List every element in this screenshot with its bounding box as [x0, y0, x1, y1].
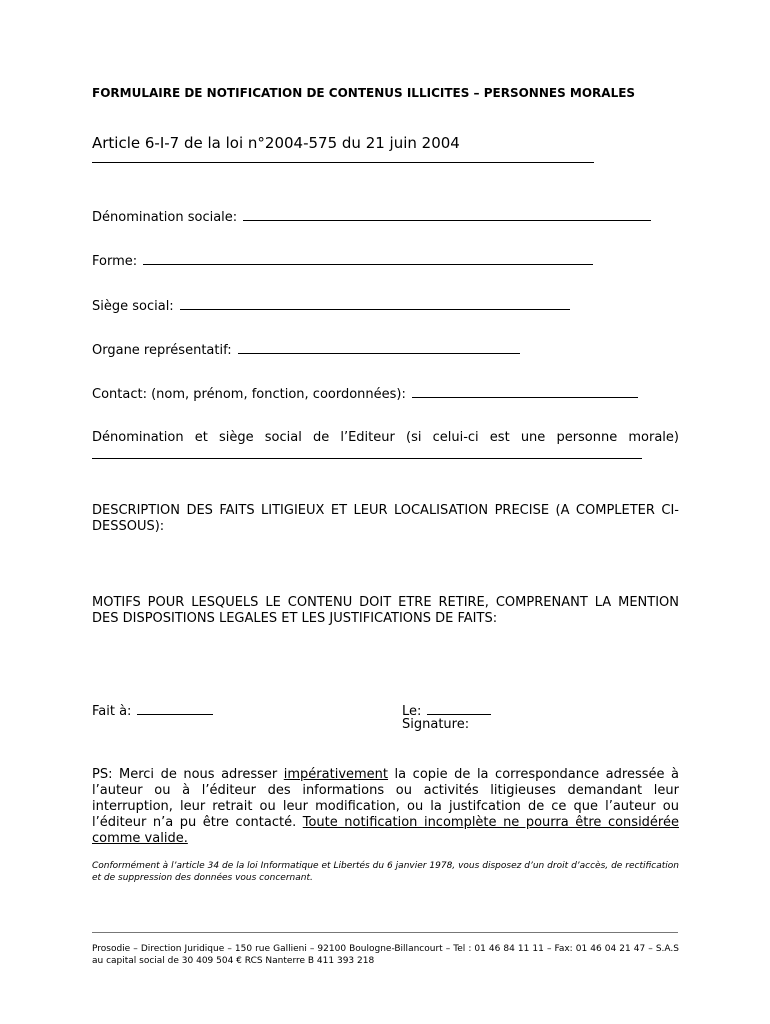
form-title: FORMULAIRE DE NOTIFICATION DE CONTENUS ILLICITES – PERSONNES MORALES: [92, 86, 636, 100]
denomination-field[interactable]: [92, 208, 651, 226]
siege-field[interactable]: [92, 297, 570, 315]
fait-a-field[interactable]: [92, 702, 213, 720]
ps-text-start: PS: Merci de nous adresser: [92, 767, 284, 782]
denomination-label: Dénomination sociale:: [92, 210, 238, 225]
date-input-line[interactable]: [427, 702, 491, 715]
ps-text-middle: la copie de la correspondance adressée à l’auteur ou à l’éditeur des informations ou activités litigieuses demandant leur interruption, leur retrait ou leur modification, ou la justifcation de ce que l’auteur ou l’éditeur n’a pu être contacté.: [92, 767, 679, 830]
ps-warning: Toute notification incomplète ne pourra être considérée comme valide.: [92, 815, 679, 846]
contact-input-line[interactable]: [412, 385, 638, 398]
contact-label: Contact: (nom, prénom, fonction, coordonnées):: [92, 387, 406, 402]
siege-label: Siège social:: [92, 299, 174, 314]
organe-input-line[interactable]: [238, 341, 520, 354]
editeur-label: Dénomination et siège social de l’Editeur (si celui-ci est une personne morale): [92, 430, 679, 445]
forme-field[interactable]: [92, 252, 593, 270]
fait-a-input-line[interactable]: [137, 702, 213, 715]
fait-a-label: Fait à:: [92, 704, 132, 719]
denomination-input-line[interactable]: [243, 208, 651, 221]
forme-label: Forme:: [92, 254, 138, 269]
ps-note: [92, 767, 679, 847]
ps-emphasis: impérativement: [283, 767, 389, 782]
article-reference: Article 6-I-7 de la loi n°2004-575 du 21 juin 2004: [92, 134, 460, 152]
organe-field[interactable]: [92, 341, 520, 359]
description-heading: DESCRIPTION DES FAITS LITIGIEUX ET LEUR LOCALISATION PRECISE (A COMPLETER CI-DESSOUS):: [92, 503, 679, 534]
contact-field[interactable]: [92, 385, 638, 403]
footer-address: Prosodie – Direction Juridique – 150 rue Gallieni – 92100 Boulogne-Billancourt – Tel : 01 46 84 11 11 – Fax: 01 46 04 21 47 – S.A.S au capital social de 30 409 504 € RCS Nanterre B 411 393 218: [92, 944, 679, 966]
footer-divider: [92, 932, 678, 933]
editeur-input-line[interactable]: [92, 458, 642, 459]
article-underline: [92, 162, 594, 163]
legal-notice: Conformément à l’article 34 de la loi Informatique et Libertés du 6 janvier 1978, vous disposez d’un droit d’accès, de rectification et de suppression des données vous concernant.: [92, 861, 679, 883]
signature-label: Signature:: [402, 717, 470, 732]
organe-label: Organe représentatif:: [92, 343, 232, 358]
forme-input-line[interactable]: [143, 252, 593, 265]
date-label: Le:: [402, 704, 422, 719]
motifs-heading: MOTIFS POUR LESQUELS LE CONTENU DOIT ETRE RETIRE, COMPRENANT LA MENTION DES DISPOSITIONS LEGALES ET LES JUSTIFICATIONS DE FAITS:: [92, 595, 679, 626]
siege-input-line[interactable]: [180, 297, 570, 310]
